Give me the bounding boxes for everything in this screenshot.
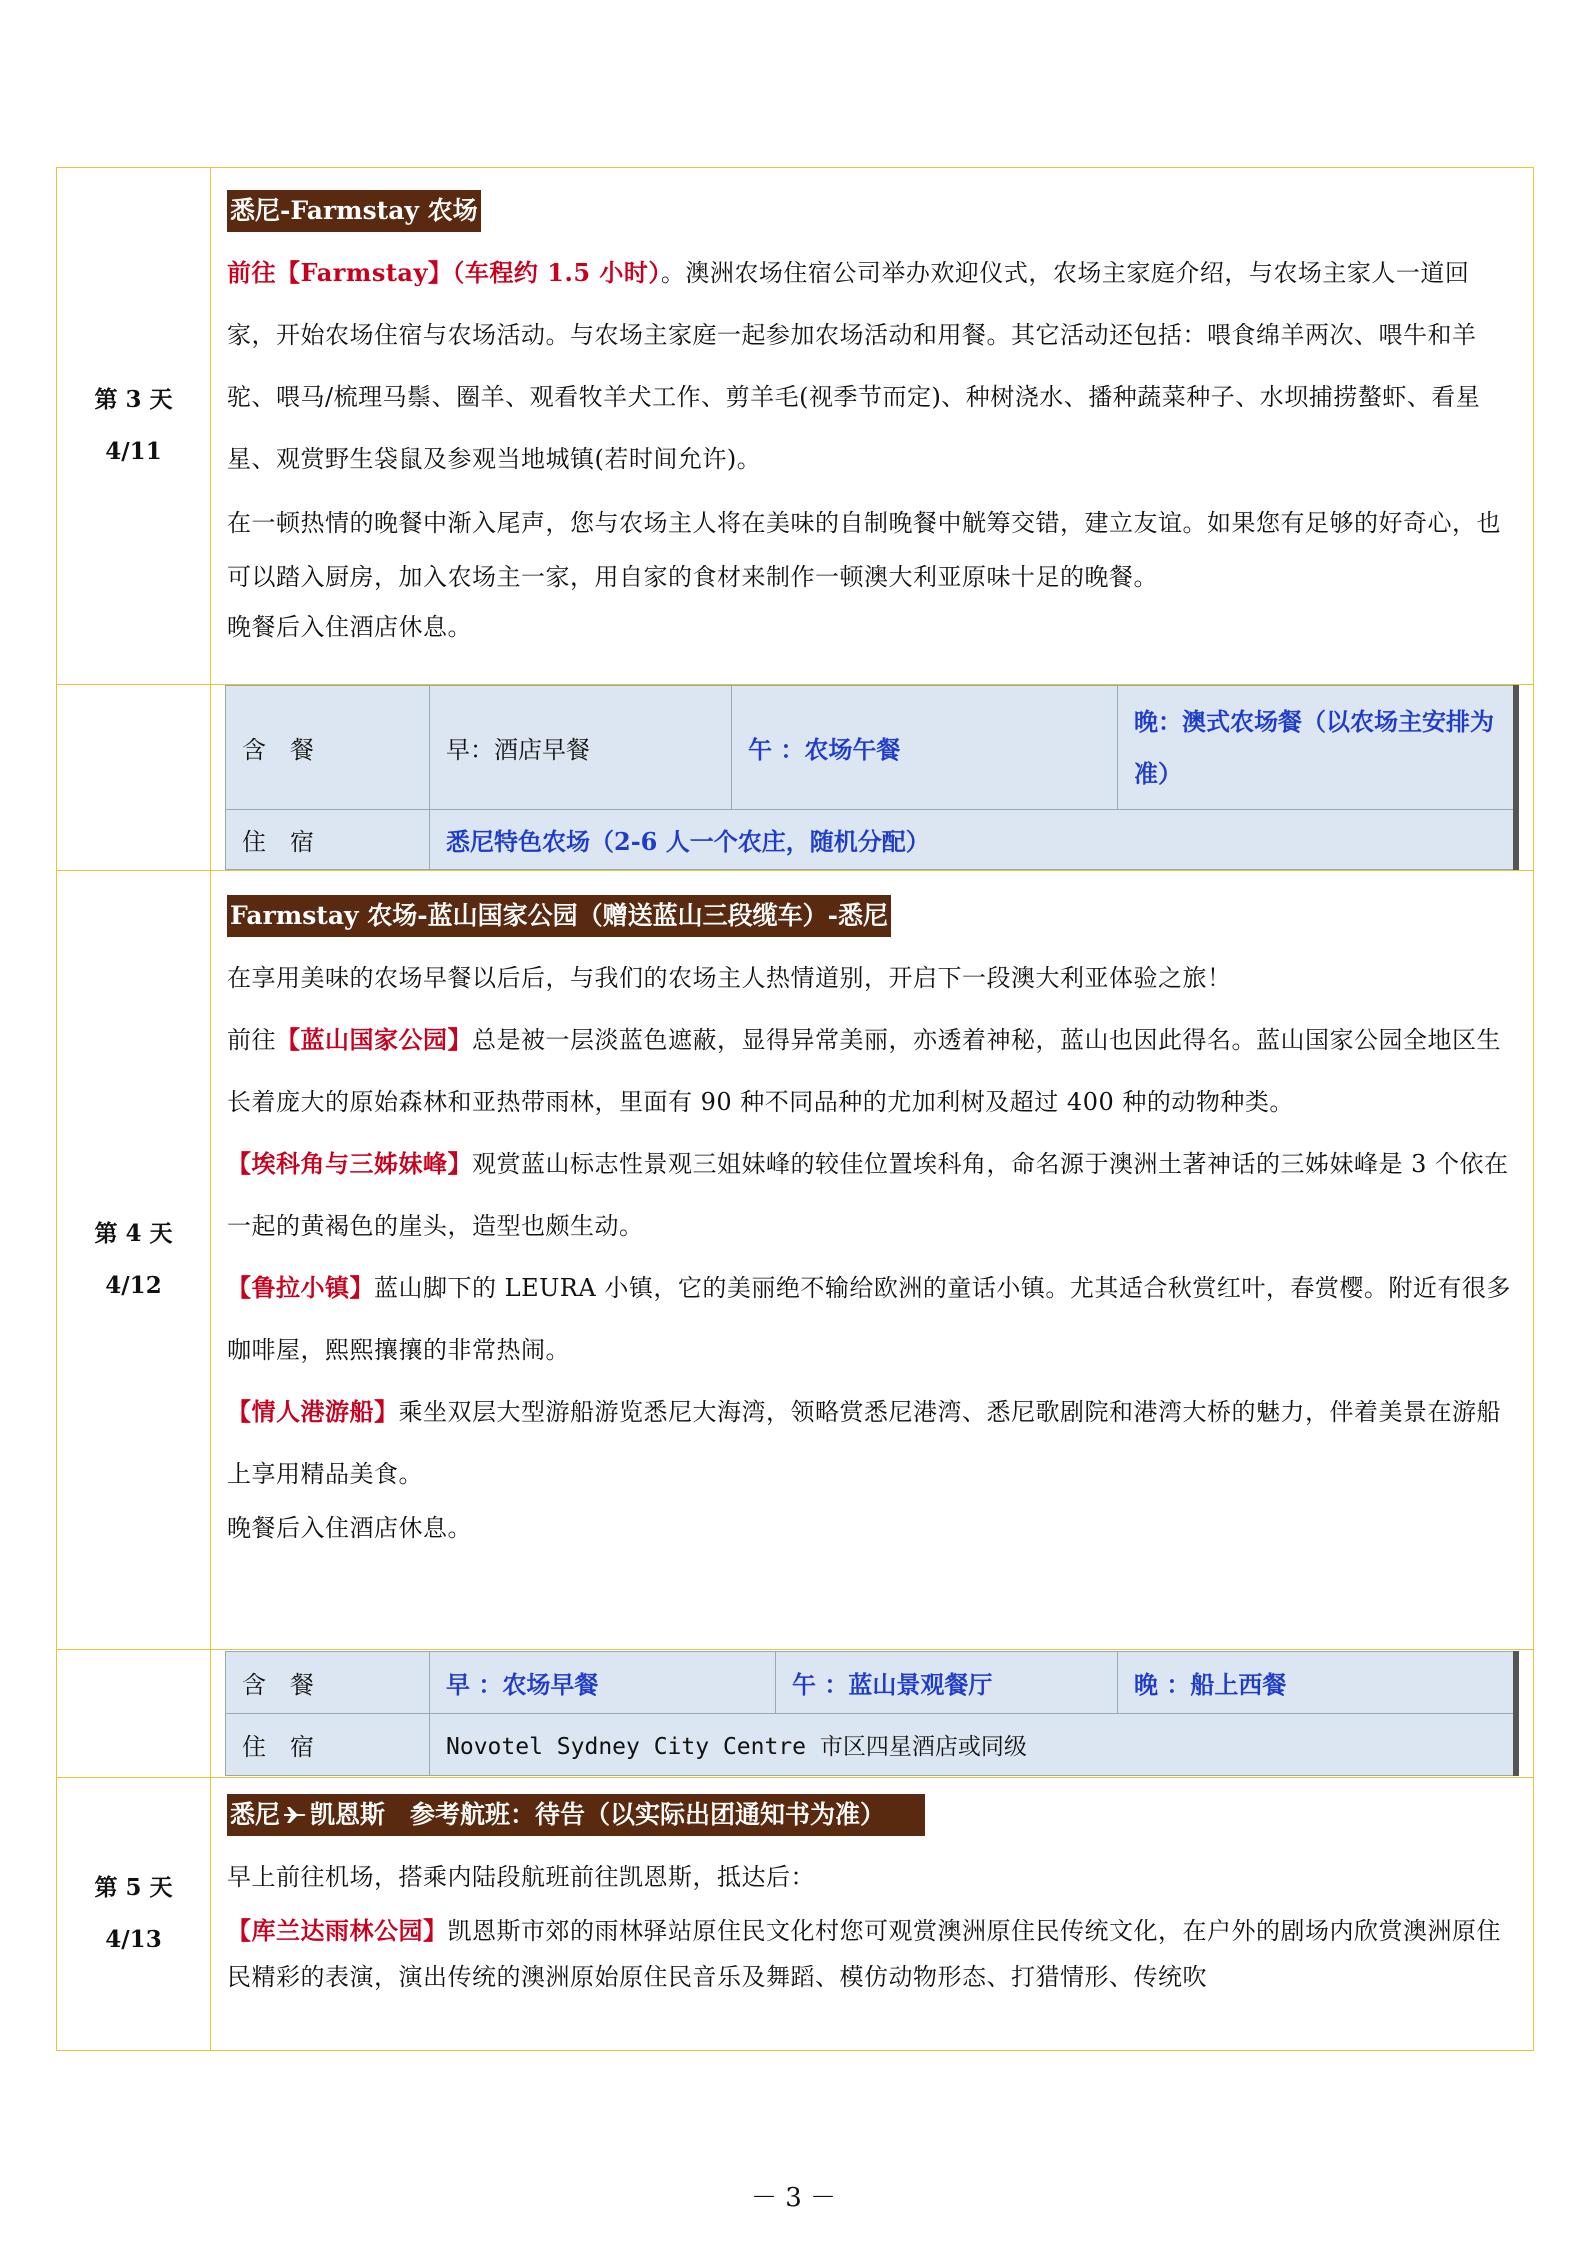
day3-meals-label: 含 餐 (226, 686, 430, 810)
day3-meals-row (57, 685, 1534, 871)
day3-paragraph-2: 在一顿热情的晚餐中渐入尾声，您与农场主人将在美味的自制晚餐中觥筹交错，建立友谊。如果您有足够的好奇心，也可以踏入厨房，加入农场主一家，用自家的食材来制作一顿澳大利亚原味十足的晚餐。 (227, 509, 1501, 591)
day3-breakfast: 早：酒店早餐 (430, 686, 732, 810)
day4-meals-row (57, 1650, 1534, 1778)
day5-title-origin: 悉尼 (230, 1800, 281, 1829)
day4-paragraph-2 (227, 1009, 1517, 1133)
day5-content-cell (211, 1778, 1534, 2051)
day5-label-cell (57, 1778, 211, 2051)
day3-date: 4/11 (105, 438, 162, 465)
day3-label-cell (57, 168, 211, 685)
day4-paragraph-3 (227, 1133, 1517, 1257)
day5-paragraph-1: 早上前往机场，搭乘内陆段航班前往凯恩斯，抵达后： (227, 1863, 815, 1891)
day4-date: 4/12 (105, 1272, 162, 1299)
day4-meals-spacer (57, 1650, 211, 1778)
day5-date: 4/13 (105, 1926, 162, 1953)
day3-content-cell (211, 168, 1534, 685)
day4-p5-highlight: 【情人港游船】 (227, 1397, 399, 1426)
day4-meals-cell (211, 1650, 1534, 1778)
day4-lodging-label: 住 宿 (226, 1714, 430, 1776)
day3-lodging: 悉尼特色农场（2-6 人一个农庄，随机分配） (430, 810, 1517, 870)
day4-p2-pre: 前往 (227, 1026, 276, 1054)
day4-p3-text: 观赏蓝山标志性景观三姐妹峰的较佳位置埃科角，命名源于澳洲土著神话的三姊妹峰是 3 个依在一起的黄褐色的崖头，造型也颇生动。 (227, 1150, 1509, 1240)
day4-p4-text: 蓝山脚下的 LEURA 小镇，它的美丽绝不输给欧洲的童话小镇。尤其适合秋赏红叶，春赏樱。附近有很多咖啡屋，熙熙攘攘的非常热闹。 (227, 1274, 1511, 1364)
day5-row (57, 1778, 1534, 2051)
day4-row (57, 871, 1534, 1650)
day4-title: Farmstay 农场-蓝山国家公园（赠送蓝山三段缆车）-悉尼 (227, 895, 891, 937)
day4-p4-highlight: 【鲁拉小镇】 (227, 1273, 374, 1302)
day3-p1-text: 。澳洲农场住宿公司举办欢迎仪式，农场主家庭介绍，与农场主家人一道回家，开始农场住宿与农场活动。与农场主家庭一起参加农场活动和用餐。其它活动还包括：喂食绵羊两次、喂牛和羊驼、喂马/梳理马鬃、圈羊、观看牧羊犬工作、剪羊毛(视季节而定)、种树浇水、播种蔬菜种子、水坝捕捞螯虾、看星星、观赏野生袋鼠及参观当地城镇(若时间允许)。 (227, 259, 1481, 473)
day3-label: 第 3 天 (94, 386, 173, 413)
day3-dinner: 晚：澳式农场餐（以农场主安排为准） (1118, 686, 1517, 810)
day4-breakfast: 早 ：农场早餐 (430, 1652, 776, 1714)
day4-p2-text: 总是被一层淡蓝色遮蔽，显得异常美丽，亦透着神秘，蓝山也因此得名。蓝山国家公园全地区生长着庞大的原始森林和亚热带雨林，里面有 90 种不同品种的尤加利树及超过 400 种的动物种类。 (227, 1026, 1501, 1116)
day4-paragraph-6: 晚餐后入住酒店休息。 (227, 1514, 472, 1542)
day3-meals-spacer (57, 685, 211, 871)
airplane-icon (282, 1805, 308, 1825)
page-number: － 3 － (750, 2183, 837, 2213)
day3-lunch: 午 ：农场午餐 (732, 686, 1118, 810)
day4-content-cell (211, 871, 1534, 1650)
day3-row (57, 168, 1534, 685)
itinerary-table (56, 167, 1534, 2051)
day3-p1-highlight: 前往【Farmstay】（车程约 1.5 小时） (227, 258, 661, 287)
day3-paragraph-1 (227, 242, 1517, 490)
day4-lunch: 午 ：蓝山景观餐厅 (776, 1652, 1118, 1714)
day4-lodging: Novotel Sydney City Centre 市区四星酒店或同级 (430, 1714, 1517, 1776)
day4-meals-table (225, 1651, 1519, 1776)
day4-p5-text: 乘坐双层大型游船游览悉尼大海湾，领略赏悉尼港湾、悉尼歌剧院和港湾大桥的魅力，伴着美景在游船上享用精品美食。 (227, 1398, 1501, 1488)
day5-p2-highlight: 【库兰达雨林公园】 (227, 1916, 448, 1945)
day4-paragraph-4 (227, 1257, 1517, 1381)
day4-meals-label: 含 餐 (226, 1652, 430, 1714)
day3-lodging-label: 住 宿 (226, 810, 430, 870)
day4-dinner: 晚 ：船上西餐 (1118, 1652, 1517, 1714)
day4-p3-highlight: 【埃科角与三姊妹峰】 (227, 1149, 472, 1178)
day3-title: 悉尼-Farmstay 农场 (227, 190, 481, 232)
day5-p2-text: 凯恩斯市郊的雨林驿站原住民文化村您可观赏澳洲原住民传统文化，在户外的剧场内欣赏澳洲原住民精彩的表演，演出传统的澳洲原始原住民音乐及舞蹈、模仿动物形态、打猎情形、传统吹 (227, 1917, 1501, 1991)
day5-title-dest: 凯恩斯 参考航班：待告（以实际出团通知书为准） (310, 1800, 886, 1829)
day5-label: 第 5 天 (94, 1874, 173, 1901)
day5-paragraph-2 (227, 1908, 1517, 2000)
day4-label: 第 4 天 (94, 1220, 173, 1247)
day3-meals-cell (211, 685, 1534, 871)
day5-title (227, 1794, 925, 1836)
day4-paragraph-5 (227, 1381, 1517, 1505)
day3-meals-table (225, 685, 1519, 870)
day4-p2-highlight: 【蓝山国家公园】 (276, 1025, 472, 1054)
day4-label-cell (57, 871, 211, 1650)
day4-paragraph-1: 在享用美味的农场早餐以后后，与我们的农场主人热情道别，开启下一段澳大利亚体验之旅！ (227, 964, 1232, 992)
day3-paragraph-3: 晚餐后入住酒店休息。 (227, 613, 472, 641)
